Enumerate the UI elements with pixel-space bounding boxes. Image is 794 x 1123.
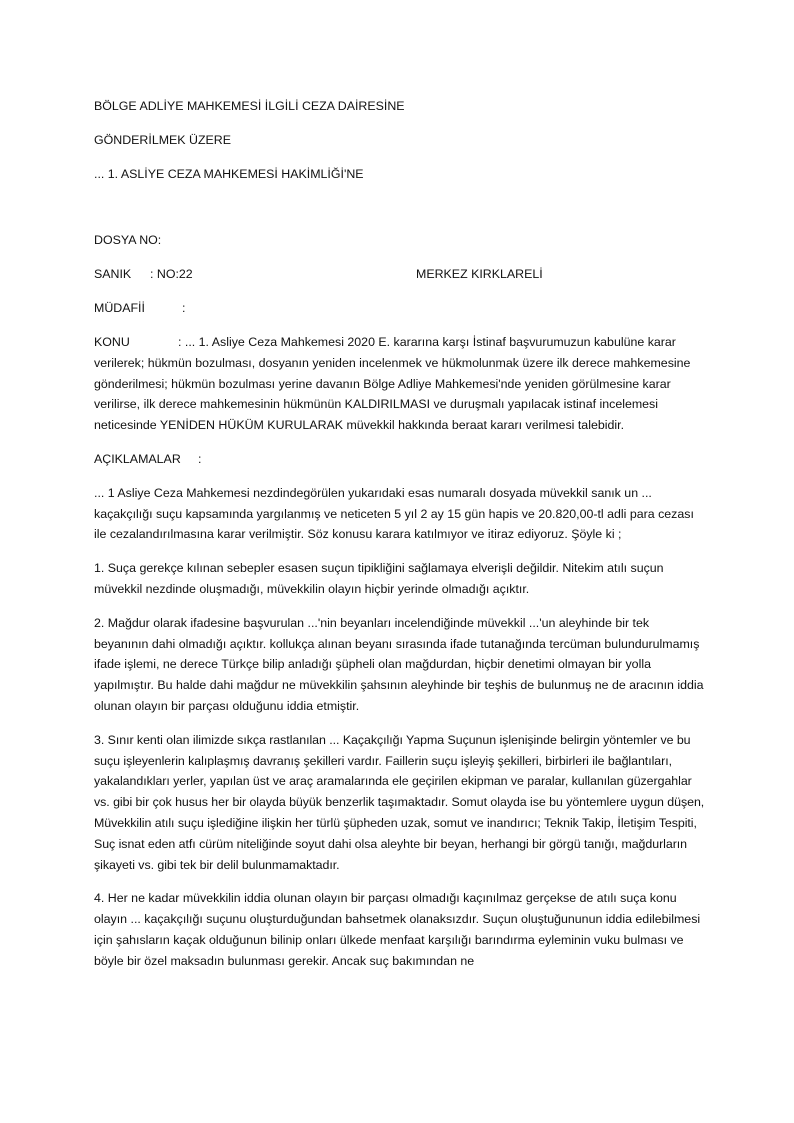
counsel-row bbox=[94, 298, 706, 319]
explanation-item-2: 2. Mağdur olarak ifadesine başvurulan ...'nin beyanları incelendiğinde müvekkil ...'un aleyhinde bir tek beyanının dahi olmadığı açıktır. kollukça alınan beyanı sırasında ifade tutanağında tercüman bulundurulmamış ifade işlemi, ne derece Türkçe bilip anladığı şüpheli olan mağdurdan, hiçbir denetimi olmayan bir yolla yapılmıştır. Bu halde dahi mağdur ne müvekkilin şahsının aleyhinde bir teşhis de bulunmuş ne de aracının iddia olunan olayın bir parçası olduğunu iddia etmiştir. bbox=[94, 615, 704, 713]
court-addressee-line-1: BÖLGE ADLİYE MAHKEMESİ İLGİLİ CEZA DAİRESİNE bbox=[94, 99, 405, 113]
explanation-item-3: 3. Sınır kenti olan ilimizde sıkça rastlanılan ... Kaçakçılığı Yapma Suçunun işlenişinde belirgin yöntemler ve bu suçu işleyenlerin kalıplaşmış davranış şekilleri vardır. Faillerin suçu işleyiş şekilleri, birbirleri ile bağlantıları, yakalandıkları yerler, yapılan üst ve araç aramalarında ele geçirilen ekipman ve paralar, kullanılan güzergahlar vs. gibi bir çok husus her bir olayda büyük benzerlik taşımaktadır. Somut olayda ise bu yöntemlere uygun düşen, Müvekkilin atılı suçu işlediğine ilişkin her türlü şüpheden uzak, somut ve inandırıcı; Teknik Takip, İletişim Tespiti, Suç isnat eden atfı cürüm niteliğinde soyut dahi olsa aleyhte bir beyan, herhangi bir görgü tanığı, mağdurların şikayeti vs. gibi tek bir delil bulunmamaktadır. bbox=[94, 732, 705, 872]
defendant-row bbox=[94, 264, 706, 285]
court-addressee-line-3: ... 1. ASLİYE CEZA MAHKEMESİ HAKİMLİĞİ'NE bbox=[94, 166, 364, 181]
file-number-label: DOSYA NO: bbox=[94, 233, 162, 248]
location-text: MERKEZ KIRKLARELİ bbox=[416, 267, 543, 282]
defendant-value: : NO:22 bbox=[150, 267, 193, 282]
subject-text: : ... 1. Asliye Ceza Mahkemesi 2020 E. kararına karşı İstinaf başvurumuzun kabulüne karar verilerek; hükmün bozulması, dosyanın yeniden incelenmek ve hükmolunmak üzere ilk derece mahkemesine gönderilmesi; hükmün bozulması yerine davanın Bölge Adliye Mahkemesi'nde yeniden görülmesine karar verilirse, ilk derece mahkemesinin hükmünün KALDIRILMASI ve duruşmalı yapılacak istinaf incelemesi neticesinde YENİDEN HÜKÜM KURULARAK müvekkil hakkında beraat kararı verilmesi talebidir. bbox=[94, 334, 691, 433]
file-number-row bbox=[94, 230, 706, 251]
explanations-intro: ... 1 Asliye Ceza Mahkemesi nezdindegörülen yukarıdaki esas numaralı dosyada müvekkil sanık un ... kaçakçılığı suçu kapsamında yargılanmış ve neticeten 5 yıl 2 ay 15 gün hapis ve 20.820,00-tl adli para cezası ile cezalandırılmasına karar verilmiştir. Söz konusu karara katılmıyor ve itiraz ediyoruz. Şöyle ki ; bbox=[94, 485, 694, 542]
counsel-label: MÜDAFİİ bbox=[94, 301, 145, 316]
explanations-colon: : bbox=[198, 451, 202, 466]
explanations-label: AÇIKLAMALAR bbox=[94, 451, 181, 466]
defendant-label: SANIK bbox=[94, 267, 132, 282]
subject-label: KONU bbox=[94, 334, 130, 349]
explanation-item-4: 4. Her ne kadar müvekkilin iddia olunan olayın bir parçası olmadığı kaçınılmaz gerçekse de atılı suça konu olayın ... kaçakçılığı suçunu oluşturduğundan bahsetmek olanaksızdır. Suçun oluştuğununun iddia edilebilmesi için şahısların kaçak olduğunun bilinip onları ülkede menfaat karşılığı barındırma eyleminin vuku bulması ve böyle bir özel maksadın bulunması gerekir. Ancak suç bakımından ne bbox=[94, 891, 701, 968]
petition-body bbox=[94, 96, 706, 985]
court-addressee-line-2: GÖNDERİLMEK ÜZERE bbox=[94, 132, 232, 147]
explanations-heading bbox=[94, 449, 706, 470]
explanation-item-1: 1. Suça gerekçe kılınan sebepler esasen suçun tipikliğini sağlamaya elverişli değildir. Nitekim atılı suçun müvekkil nezdinde oluşmadığı, müvekkilin olayın hiçbir yerinde olmadığı açıktır. bbox=[94, 561, 664, 596]
subject-paragraph bbox=[94, 332, 706, 436]
counsel-value: : bbox=[182, 301, 186, 316]
